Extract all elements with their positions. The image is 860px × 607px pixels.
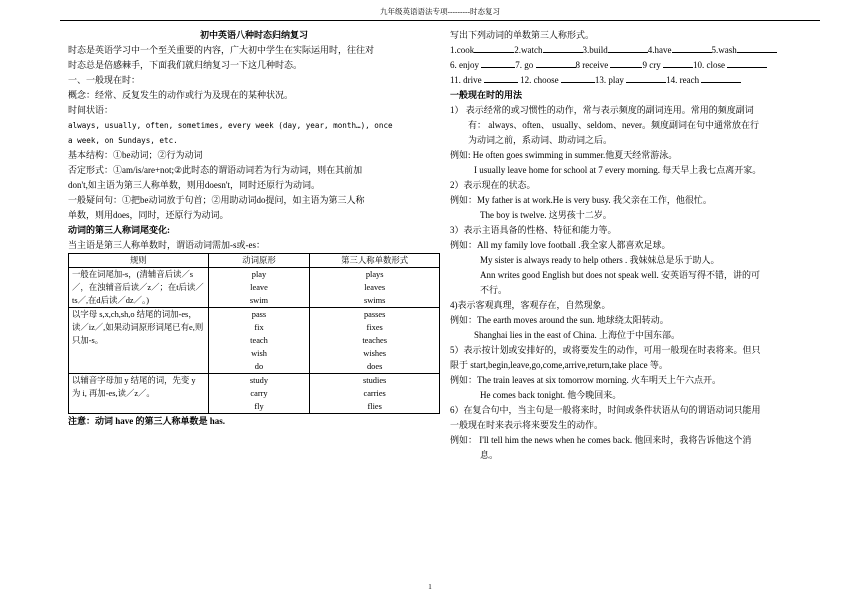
verb-third: passes bbox=[363, 310, 386, 319]
verb-base: play bbox=[251, 270, 267, 279]
usage-example: The boy is twelve. 这男孩十二岁。 bbox=[480, 210, 612, 220]
exercise-item: 12. choose bbox=[520, 75, 559, 85]
right-column bbox=[450, 28, 802, 463]
time-label: 时间状语： bbox=[68, 105, 114, 115]
verb-third: plays bbox=[365, 270, 384, 279]
third-cell bbox=[310, 268, 440, 308]
usage-text: 一般现在时来表示将来要发生的动作。 bbox=[450, 420, 604, 430]
verb-third: carries bbox=[363, 389, 386, 398]
exercise-item: 7. go bbox=[515, 60, 534, 70]
base-cell bbox=[208, 308, 310, 374]
verb-base: carry bbox=[250, 389, 268, 398]
time-words: a week, on Sundays, etc. bbox=[68, 136, 178, 145]
exercise-line bbox=[450, 58, 802, 73]
exercise-item: 14. reach bbox=[666, 75, 700, 85]
answer-blank[interactable] bbox=[484, 82, 518, 83]
answer-blank[interactable] bbox=[561, 82, 595, 83]
answer-blank[interactable] bbox=[536, 67, 576, 68]
exercise-title: 写出下列动词的单数第三人称形式。 bbox=[450, 30, 595, 40]
exercise-item: 6. enjoy bbox=[450, 60, 479, 70]
section-heading: 一、一般现在时： bbox=[68, 75, 141, 85]
exercise-item: 4.have bbox=[647, 45, 672, 55]
usage-example: 例如：The train leaves at six tomorrow morning. 火车明天上午六点开。 bbox=[450, 375, 721, 385]
basic-structure: 基本结构：①be动词；②行为动词 bbox=[68, 150, 203, 160]
answer-blank[interactable] bbox=[727, 67, 767, 68]
usage-text: 5）表示按计划或安排好的，或将要发生的动作，可用一般现在时表将来。但只 bbox=[450, 345, 761, 355]
third-person-table bbox=[68, 253, 440, 414]
usage-text: 有： always、often、 usually、seldom、never。频度副词在句中通常放在行 bbox=[468, 120, 759, 130]
exercise-item: 8 receive bbox=[575, 60, 609, 70]
usage-title: 一般现在时的用法 bbox=[450, 90, 523, 100]
verb-third: swims bbox=[363, 296, 386, 305]
exercise-item: 2.watch bbox=[514, 45, 543, 55]
usage-example: I usually leave home for school at 7 every morning. 每天早上我七点离开家。 bbox=[474, 165, 762, 175]
table-header: 规则 bbox=[69, 254, 209, 268]
verb-base: fix bbox=[254, 323, 264, 332]
usage-example: My sister is always ready to help others . 我妹妹总是乐于助人。 bbox=[480, 255, 720, 265]
verb-base: swim bbox=[249, 296, 269, 305]
note-text: 注意：动词 have 的第三人称单数是 has. bbox=[68, 416, 226, 426]
exercise-item: 5.wash bbox=[711, 45, 737, 55]
verb-third: flies bbox=[367, 402, 382, 411]
answer-blank[interactable] bbox=[481, 67, 515, 68]
rule-cell: 以辅音字母加 y 结尾的词，先变 y 为 i, 再加-es,读／z／。 bbox=[69, 374, 209, 414]
base-cell bbox=[208, 268, 310, 308]
verb-base: teach bbox=[250, 336, 268, 345]
usage-text: 限于 start,begin,leave,go,come,arrive,return,take place 等。 bbox=[450, 360, 668, 370]
usage-text: 1） 表示经常的或习惯性的动作，常与表示频度的副词连用。常用的频度副词 bbox=[450, 105, 754, 115]
usage-example: 例如：My father is at work.He is very busy. 我父亲在工作，他很忙。 bbox=[450, 195, 712, 205]
verb-base: pass bbox=[251, 310, 267, 319]
usage-example: Ann writes good English but does not speak well. 安英语写得不错，讲的可 bbox=[480, 270, 760, 280]
question-form: 一般疑问句：①把be动词放于句首；②用助动词do提问，如主语为第三人称 bbox=[68, 195, 365, 205]
negative-form: don't,如主语为第三人称单数，则用doesn't，同时还原行为动词。 bbox=[68, 180, 320, 190]
base-cell bbox=[208, 374, 310, 414]
answer-blank[interactable] bbox=[610, 67, 642, 68]
change-intro: 当主语是第三人称单数时，谓语动词需加-s或-es： bbox=[68, 240, 265, 250]
table-row bbox=[69, 268, 440, 308]
third-cell bbox=[310, 308, 440, 374]
question-form: 单数，则用does，同时，还原行为动词。 bbox=[68, 210, 229, 220]
intro-line: 时态总是倍感棘手，下面我们就归纳复习一下这几种时态。 bbox=[68, 60, 303, 70]
verb-base: fly bbox=[254, 402, 264, 411]
time-words: always, usually, often, sometimes, every week (day, year, month…), once bbox=[68, 121, 393, 130]
table-header: 动词原形 bbox=[208, 254, 310, 268]
rule-cell: 一般在词尾加-s，(清辅音后读／s／，在浊辅音后读／z／；在t后读／ts／,在d后读／dz／。) bbox=[69, 268, 209, 308]
verb-third: fixes bbox=[366, 323, 383, 332]
exercise-item: 13. play bbox=[594, 75, 624, 85]
usage-example: 息。 bbox=[480, 450, 499, 460]
verb-base: leave bbox=[250, 283, 268, 292]
exercise-item: 9 cry bbox=[642, 60, 661, 70]
answer-blank[interactable] bbox=[737, 52, 777, 53]
exercise-item: 1.cook bbox=[450, 45, 475, 55]
verb-base: study bbox=[249, 376, 269, 385]
exercise-line bbox=[450, 73, 802, 88]
exercise-item: 3.build bbox=[582, 45, 608, 55]
verb-third: does bbox=[366, 362, 383, 371]
verb-third: wishes bbox=[363, 349, 387, 358]
answer-blank[interactable] bbox=[543, 52, 583, 53]
answer-blank[interactable] bbox=[701, 82, 741, 83]
usage-example: He comes back tonight. 他今晚回来。 bbox=[480, 390, 622, 400]
table-row bbox=[69, 308, 440, 374]
usage-example: 例如： I'll tell him the news when he comes back. 他回来时，我将告诉他这个消 bbox=[450, 435, 752, 445]
usage-example: 例如：All my family love football .我全家人都喜欢足球。 bbox=[450, 240, 671, 250]
verb-third: teaches bbox=[362, 336, 387, 345]
left-column bbox=[68, 28, 440, 429]
answer-blank[interactable] bbox=[663, 67, 693, 68]
concept-text: 概念：经常、反复发生的动作或行为及现在的某种状况。 bbox=[68, 90, 294, 100]
document-title: 初中英语八种时态归纳复习 bbox=[199, 30, 308, 40]
table-header-row bbox=[69, 254, 440, 268]
usage-example: 不行。 bbox=[480, 285, 508, 295]
exercise-item: 11. drive bbox=[450, 75, 482, 85]
usage-text: 6）在复合句中，当主句是一般将来时，时间或条件状语从句的谓语动词只能用 bbox=[450, 405, 761, 415]
page-header: 九年级英语语法专项---------时态复习 bbox=[60, 6, 820, 21]
usage-text: 3）表示主语具备的性格、特征和能力等。 bbox=[450, 225, 617, 235]
third-cell bbox=[310, 374, 440, 414]
table-row bbox=[69, 374, 440, 414]
usage-text: 2）表示现在的状态。 bbox=[450, 180, 536, 190]
negative-form: 否定形式：①am/is/are+not;②此时态的谓语动词若为行为动词，则在其前加 bbox=[68, 165, 363, 175]
intro-line: 时态是英语学习中一个至关重要的内容，广大初中学生在实际运用时，往往对 bbox=[68, 45, 375, 55]
usage-example: Shanghai lies in the east of China. 上海位于中国东部。 bbox=[474, 330, 680, 340]
usage-text: 为动词之前，系动词、助动词之后。 bbox=[468, 135, 613, 145]
answer-blank[interactable] bbox=[672, 52, 712, 53]
verb-base: wish bbox=[251, 349, 267, 358]
verb-third: leaves bbox=[364, 283, 386, 292]
change-title: 动词的第三人称词尾变化: bbox=[68, 225, 170, 235]
verb-third: studies bbox=[363, 376, 387, 385]
rule-cell: 以字母 s,x,ch,sh,o 结尾的词加-es，读／iz／,如果动词原形词尾已有e,则只加-s。 bbox=[69, 308, 209, 374]
usage-example: 例如: He often goes swimming in summer.他夏天经常游泳。 bbox=[450, 150, 678, 160]
verb-base: do bbox=[254, 362, 264, 371]
answer-blank[interactable] bbox=[626, 82, 666, 83]
usage-example: 例如：The earth moves around the sun. 地球绕太阳转动。 bbox=[450, 315, 669, 325]
usage-text: 4)表示客观真理，客观存在，自然现象。 bbox=[450, 300, 611, 310]
answer-blank[interactable] bbox=[474, 52, 514, 53]
page-number: 1 bbox=[428, 583, 432, 591]
exercise-line bbox=[450, 43, 802, 58]
table-header: 第三人称单数形式 bbox=[310, 254, 440, 268]
answer-blank[interactable] bbox=[608, 52, 648, 53]
exercise-item: 10. close bbox=[692, 60, 725, 70]
